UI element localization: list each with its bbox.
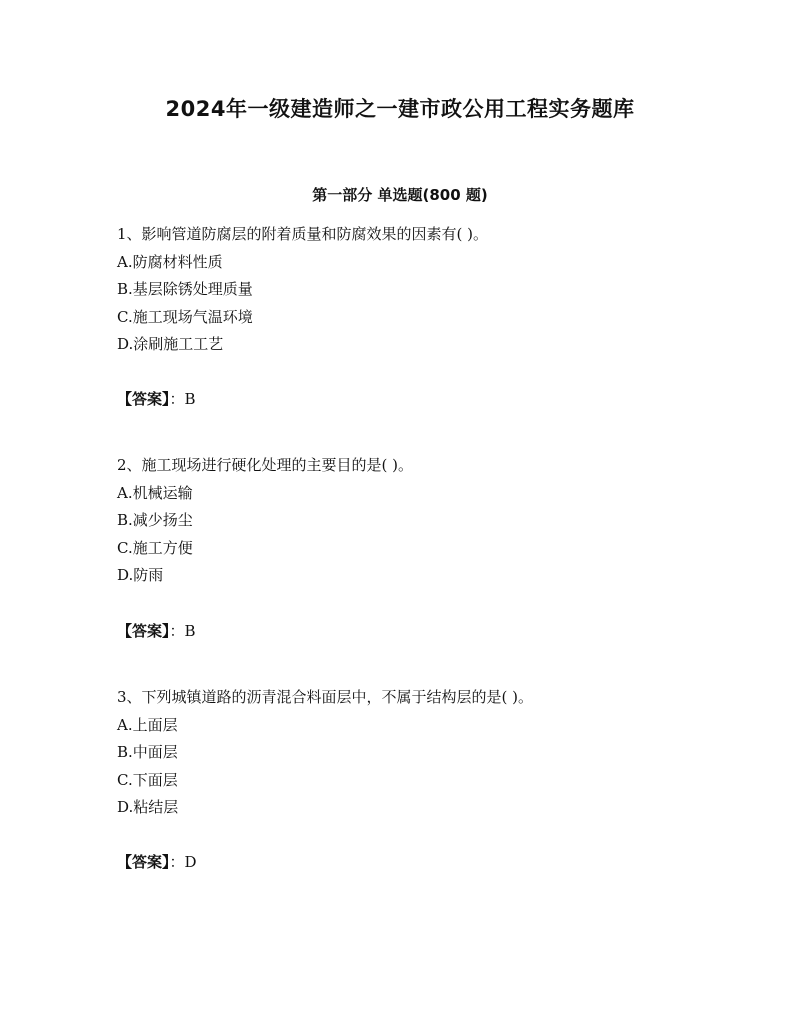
option-b: B.中面层 [117,743,178,761]
option-c: C.施工方便 [117,538,193,557]
answer-label: 【答案】 [117,853,170,871]
answer-1 [117,388,196,409]
option-d: D.防雨 [117,566,164,584]
answer-label: 【答案】 [117,390,170,408]
answer-separator: ： [169,622,185,640]
document-title: 2024年一级建造师之一建市政公用工程实务题库 [165,97,635,121]
answer-2 [117,620,196,641]
option-a: A.上面层 [117,715,178,734]
option-b: B.减少扬尘 [117,511,193,529]
answer-value: B [184,622,196,640]
answer-value: B [184,390,196,408]
option-c: C.下面层 [117,770,178,789]
option-d: D.粘结层 [117,798,179,816]
option-c: C.施工现场气温环境 [117,307,253,326]
answer-3 [117,851,197,872]
question-2 [117,452,717,590]
answer-separator: ： [169,853,185,871]
question-stem: 3、下列城镇道路的沥青混合料面层中，不属于结构层的是( )。 [117,688,534,706]
option-a: A.机械运输 [117,483,193,502]
option-d: D.涂刷施工工艺 [117,335,224,353]
option-a: A.防腐材料性质 [117,252,223,271]
question-1 [117,221,717,359]
question-3 [117,684,717,822]
question-stem: 1、影响管道防腐层的附着质量和防腐效果的因素有( )。 [117,225,489,243]
section-title: 第一部分 单选题(800 题) [312,186,488,204]
question-stem: 2、施工现场进行硬化处理的主要目的是( )。 [117,456,414,474]
answer-value: D [184,853,197,871]
answer-label: 【答案】 [117,622,170,640]
answer-separator: ： [169,390,185,408]
option-b: B.基层除锈处理质量 [117,280,253,298]
